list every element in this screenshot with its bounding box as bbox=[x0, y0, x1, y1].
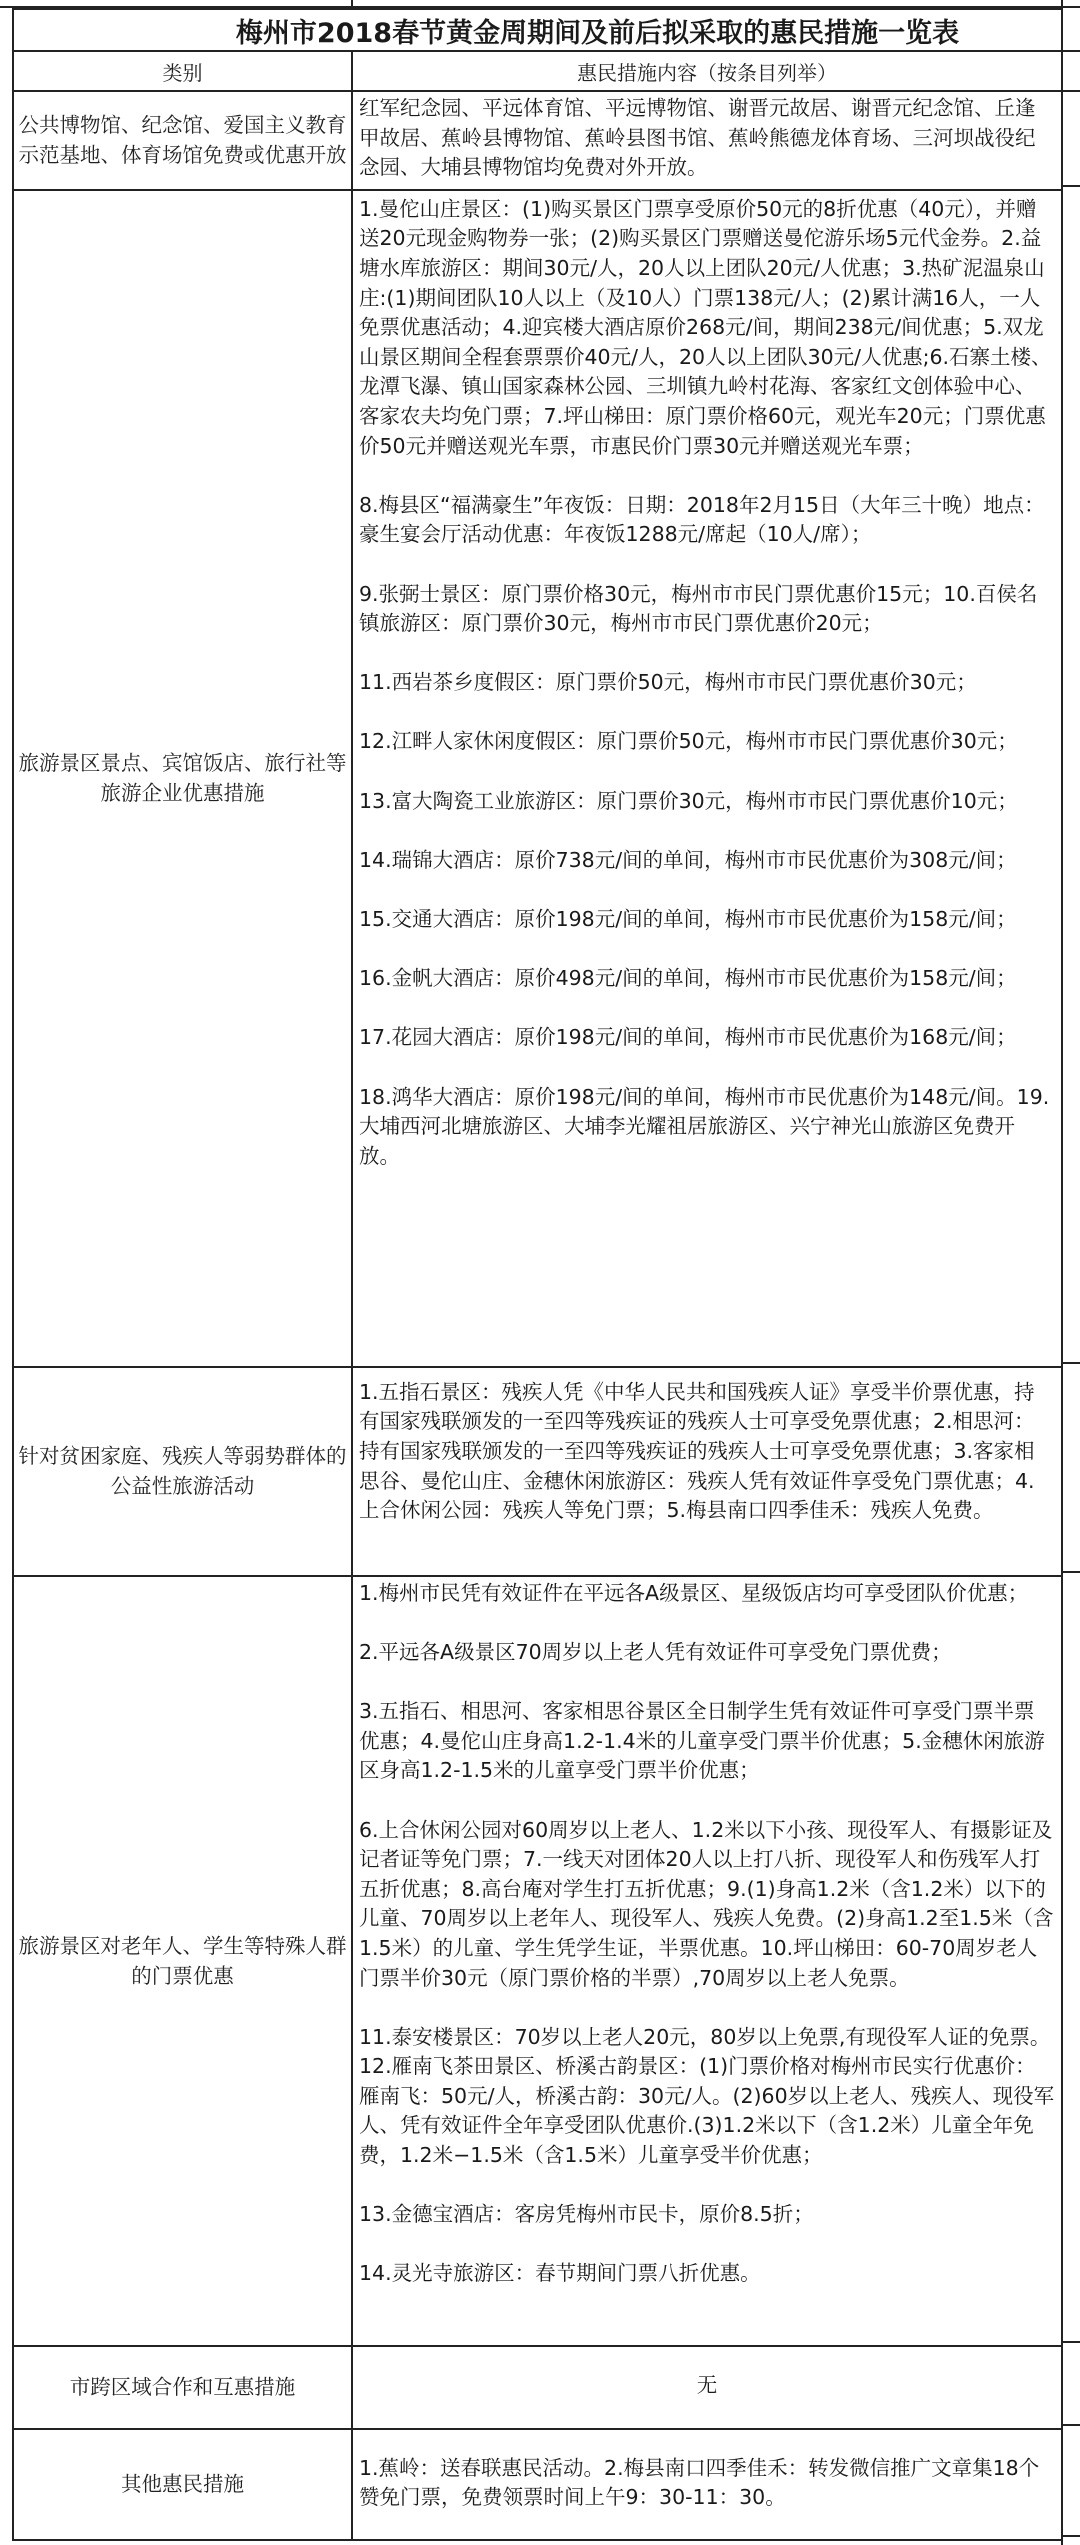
table-row bbox=[13, 1576, 1062, 2346]
content-paragraph: 1.五指石景区：残疾人凭《中华人民共和国残疾人证》享受半价票优惠，持有国家残联颁发的一至四等残疾证的残疾人士可享受免票优惠；2.相思河：持有国家残联颁发的一至四等残疾证的残疾人士可享受免票优惠；3.客家相思谷、曼佗山庄、金穗休闲旅游区：残疾人凭有效证件享受免门票优惠；4.上合休闲公园：残疾人等免门票；5.梅县南口四季佳禾：残疾人免费。 bbox=[359, 1379, 1035, 1523]
table-row bbox=[13, 1367, 1062, 1576]
content-paragraph: 11.泰安楼景区：70岁以上老人20元，80岁以上免票,有现役军人证的免票。12.雁南飞茶田景区、桥溪古韵景区：(1)门票价格对梅州市民实行优惠价：雁南飞：50元/人，桥溪古韵：30元/人。(2)60岁以上老人、残疾人、现役军人、凭有效证件全年享受团队优惠价.(3)1.2米以下（含1.2米）儿童全年免费，1.2米−1.5米（含1.5米）儿童享受半价优惠； bbox=[359, 2024, 1055, 2168]
content-paragraph: 红军纪念园、平远体育馆、平远博物馆、谢晋元故居、谢晋元纪念馆、丘逢甲故居、蕉岭县博物馆、蕉岭县图书馆、蕉岭熊德龙体育场、三河坝战役纪念园、大埔县博物馆均免费对外开放。 bbox=[359, 96, 1036, 180]
content-paragraph: 8.梅县区“福满豪生”年夜饭：日期：2018年2月15日（大年三十晚）地点：豪生宴会厅活动优惠：年夜饭1288元/席起（10人/席）； bbox=[359, 492, 1045, 547]
content-paragraph: 14.瑞锦大酒店：原价738元/间的单间，梅州市市民优惠价为308元/间； bbox=[359, 847, 1017, 872]
category-cell: 市跨区域合作和互惠措施 bbox=[13, 2346, 352, 2429]
policy-table-sheet bbox=[12, 8, 1061, 2541]
table-row bbox=[13, 2346, 1062, 2429]
category-cell: 公共博物馆、纪念馆、爱国主义教育示范基地、体育场馆免费或优惠开放 bbox=[13, 91, 352, 190]
content-cell bbox=[352, 2429, 1062, 2540]
header-row bbox=[13, 51, 1062, 91]
content-paragraph: 9.张弼士景区：原门票价格30元，梅州市市民门票优惠价15元；10.百侯名镇旅游区：原门票价30元，梅州市市民门票优惠价20元； bbox=[359, 581, 1038, 636]
previous-row-edge bbox=[0, 0, 1080, 8]
content-paragraph: 18.鸿华大酒店：原价198元/间的单间，梅州市市民优惠价为148元/间。19.大埔西河北塘旅游区、大埔李光耀祖居旅游区、兴宁神光山旅游区免费开放。 bbox=[359, 1084, 1050, 1168]
content-paragraph: 14.灵光寺旅游区：春节期间门票八折优惠。 bbox=[359, 2261, 761, 2286]
content-paragraph: 13.富大陶瓷工业旅游区：原门票价30元，梅州市市民门票优惠价10元； bbox=[359, 788, 1018, 813]
content-cell bbox=[352, 2346, 1062, 2429]
content-paragraph: 16.金帆大酒店：原价498元/间的单间，梅州市市民优惠价为158元/间； bbox=[359, 966, 1017, 991]
content-cell bbox=[352, 1367, 1062, 1576]
content-cell bbox=[352, 91, 1062, 190]
content-paragraph: 1.曼佗山庄景区：(1)购买景区门票享受原价50元的8折优惠（40元），并赠送20元现金购物券一张；(2)购买景区门票赠送曼佗游乐场5元代金券。2.益塘水库旅游区：期间30元/人，20人以上团队20元/人优惠；3.热矿泥温泉山庄:(1)期间团队10人以上（及10人）门票138元/人；(2)累计满16人，一人免票优惠活动；4.迎宾楼大酒店原价268元/间，期间238元/间优惠；5.双龙山景区期间全程套票票价40元/人，20人以上团队30元/人优惠;6.石寨土楼、龙潭飞瀑、镇山国家森林公园、三圳镇九岭村花海、客家红文创体验中心、客家农夫均免门票；7.坪山梯田：原门票价格60元，观光车20元；门票优惠价50元并赠送观光车票，市惠民价门票30元并赠送观光车票； bbox=[359, 196, 1052, 458]
table-row bbox=[13, 190, 1062, 1367]
content-paragraph: 12.江畔人家休闲度假区：原门票价50元，梅州市市民门票优惠价30元； bbox=[359, 729, 1018, 754]
content-cell bbox=[352, 190, 1062, 1367]
adjacent-column-edge bbox=[1061, 0, 1080, 2545]
column-header-category: 类别 bbox=[13, 51, 352, 91]
document-title: 梅州市2018春节黄金周期间及前后拟采取的惠民措施一览表 bbox=[13, 9, 1062, 51]
content-paragraph: 1.梅州市民凭有效证件在平远各A级景区、星级饭店均可享受团队价优惠； bbox=[359, 1580, 1029, 1605]
content-cell bbox=[352, 1576, 1062, 2346]
column-header-content: 惠民措施内容（按条目列举） bbox=[352, 51, 1062, 91]
table-row bbox=[13, 91, 1062, 190]
content-paragraph: 11.西岩茶乡度假区：原门票价50元，梅州市市民门票优惠价30元； bbox=[359, 670, 977, 695]
table-row bbox=[13, 2429, 1062, 2540]
category-cell: 其他惠民措施 bbox=[13, 2429, 352, 2540]
content-paragraph: 2.平远各A级景区70周岁以上老人凭有效证件可享受免门票优费； bbox=[359, 1639, 952, 1664]
content-paragraph: 17.花园大酒店：原价198元/间的单间，梅州市市民优惠价为168元/间； bbox=[359, 1025, 1017, 1050]
content-paragraph: 3.五指石、相思河、客家相思谷景区全日制学生凭有效证件可享受门票半票优惠；4.曼佗山庄身高1.2-1.4米的儿童享受门票半价优惠；5.金穗休闲旅游区身高1.2-1.5米的儿童享受门票半价优惠； bbox=[359, 1699, 1045, 1783]
category-cell: 针对贫困家庭、残疾人等弱势群体的公益性旅游活动 bbox=[13, 1367, 352, 1576]
category-cell: 旅游景区景点、宾馆饭店、旅行社等旅游企业优惠措施 bbox=[13, 190, 352, 1367]
content-paragraph: 无 bbox=[696, 2373, 718, 2398]
title-row bbox=[13, 9, 1062, 51]
content-paragraph: 15.交通大酒店：原价198元/间的单间，梅州市市民优惠价为158元/间； bbox=[359, 907, 1017, 932]
category-cell: 旅游景区对老年人、学生等特殊人群的门票优惠 bbox=[13, 1576, 352, 2346]
content-paragraph: 13.金德宝酒店：客房凭梅州市民卡，原价8.5折； bbox=[359, 2202, 814, 2227]
content-paragraph: 6.上合休闲公园对60周岁以上老人、1.2米以下小孩、现役军人、有摄影证及记者证等免门票；7.一线天对团体20人以上打八折、现役军人和伤残军人打五折优惠；8.高台庵对学生打五折优惠；9.(1)身高1.2米（含1.2米）以下的儿童、70周岁以上老年人、现役军人、残疾人免费。(2)身高1.2至1.5米（含1.5米）的儿童、学生凭学生证，半票优惠。10.坪山梯田：60-70周岁老人门票半价30元（原门票价格的半票）,70周岁以上老人免票。 bbox=[359, 1817, 1054, 1990]
policy-table bbox=[12, 8, 1063, 2541]
content-paragraph: 1.蕉岭：送春联惠民活动。2.梅县南口四季佳禾：转发微信推广文章集18个赞免门票，免费领票时间上午9：30-11：30。 bbox=[359, 2455, 1040, 2510]
